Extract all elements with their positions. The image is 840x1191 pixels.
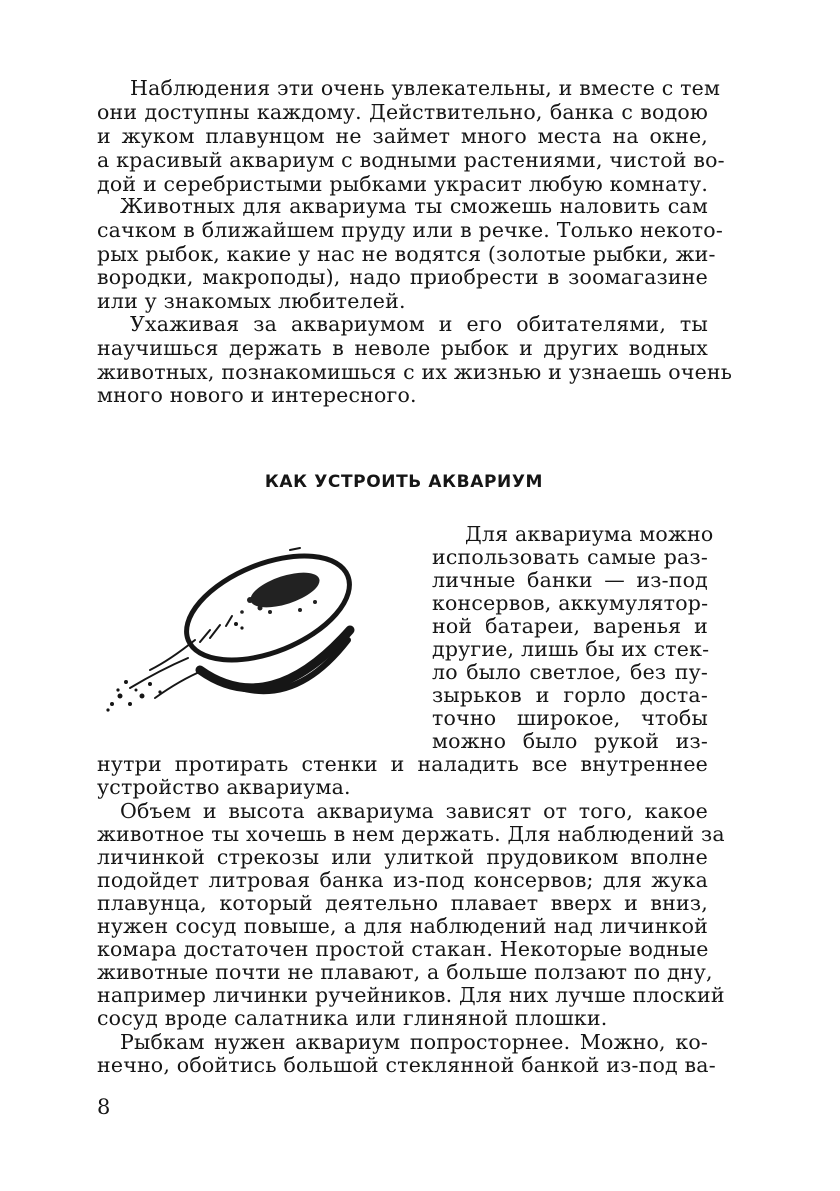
text-line: Рыбкам нужен аквариум попросторнее. Можно, ко- [120,1030,708,1054]
text-line: ной батареи, варенья и [432,614,708,638]
text-line: Животных для аквариума ты сможешь наловить сам [120,194,708,218]
text-line: они доступны каждому. Действительно, банка с водою [97,100,708,124]
text-line: ло было светлое, без пу- [432,660,708,684]
text-line: использовать самые раз- [432,545,708,569]
text-line: или у знакомых любителей. [97,289,406,313]
text-line: Наблюдения эти очень увлекательны, и вместе с тем [130,76,721,100]
text-line: комара достаточен простой стакан. Некоторые водные [97,937,709,961]
text-line: сосуд вроде салатника или глиняной плошки. [97,1006,608,1030]
text-line: нечно, обойтись большой стеклянной банкой из-под ва- [97,1053,716,1077]
text-line: точно широкое, чтобы [432,706,708,730]
text-line: а красивый аквариум с водными растениями, чистой во- [97,148,725,172]
text-line: животных, познакомишься с их жизнью и узнаешь очень [97,360,733,384]
text-line: животные почти не плавают, а больше ползают по дну, [97,960,713,984]
page-number: 8 [97,1095,111,1119]
text-line: сачком в ближайшем пруду или в речке. Только некото- [97,218,723,242]
text-line: например личинки ручейников. Для них лучше плоский [97,983,725,1007]
text-line: Для аквариума можно [465,522,714,546]
text-line: животное ты хочешь в нем держать. Для наблюдений за [97,822,725,846]
text-line: устройство аквариума. [97,775,351,799]
text-line: научишься держать в неволе рыбок и других водных [97,336,708,360]
text-line: нутри протирать стенки и наладить все внутреннее [97,752,708,776]
text-line: плавунца, который деятельно плавает вверх и вниз, [97,891,708,915]
text-line: личинкой стрекозы или улиткой прудовиком вполне [97,845,708,869]
text-line: подойдет литровая банка из-под консервов; для жука [97,868,708,892]
bowl-drawing [106,535,364,712]
text-line: Ухаживая за аквариумом и его обитателями, ты [130,312,708,336]
text-line: дой и серебристыми рыбками украсит любую комнату. [97,172,709,196]
text-line: и жуком плавунцом не займет много места на окне, [97,124,708,148]
text-line: Объем и высота аквариума зависят от того, какое [120,799,708,823]
text-line: личные банки — из-под [432,568,708,592]
text-line: вородки, макроподы), надо приобрести в зоомагазине [97,265,708,289]
text-line: другие, лишь бы их стек- [432,637,710,661]
section-title: КАК УСТРОИТЬ АКВАРИУМ [264,472,544,492]
text-line: нужен сосуд повыше, а для наблюдений над личинкой [97,914,708,938]
text-line: рых рыбок, какие у нас не водятся (золотые рыбки, жи- [97,242,716,266]
text-line: много нового и интересного. [97,383,417,407]
text-line: можно было рукой из- [432,729,708,753]
text-line: консервов, аккумулятор- [432,591,709,615]
bowl-illustration [100,520,400,720]
text-line: зырьков и горло доста- [432,683,708,707]
